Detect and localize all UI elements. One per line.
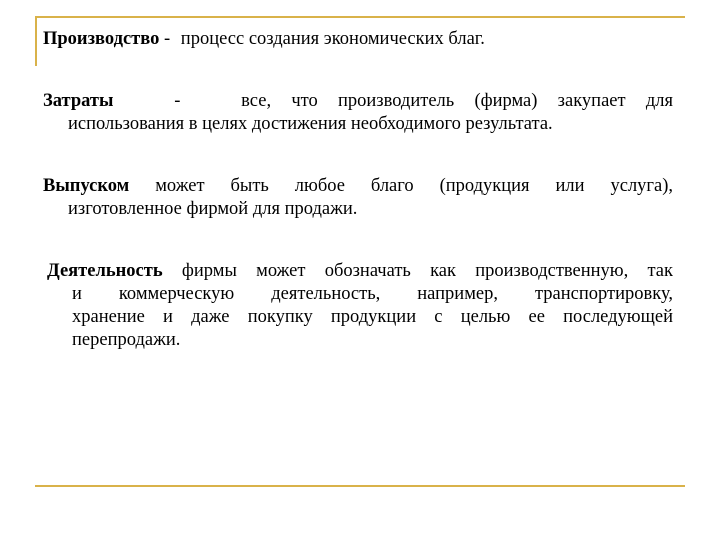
- definition-line: [43, 175, 673, 198]
- definition-production: [43, 28, 673, 51]
- frame-bottom-rule: [35, 485, 685, 487]
- definition-output: [43, 175, 673, 221]
- definition-text: может быть любое благо (продукция или услуга),: [155, 176, 674, 196]
- definition-line: перепродажи.: [72, 330, 181, 350]
- definition-text: фирмы может обозначать как производственную, так: [181, 261, 673, 281]
- definition-costs: [43, 90, 673, 136]
- definition-line: использования в целях достижения необходимого результата.: [68, 114, 553, 134]
- definition-term: Производство: [43, 29, 160, 49]
- definition-line: изготовленное фирмой для продажи.: [68, 199, 358, 219]
- definition-line: [43, 28, 673, 51]
- frame-top-rule: [35, 16, 685, 18]
- definition-term: Выпуском: [43, 176, 130, 196]
- definition-term: Деятельность: [47, 261, 163, 281]
- definition-line: [47, 260, 673, 283]
- definition-term: Затраты: [43, 91, 114, 111]
- definition-text: процесс создания экономических благ.: [180, 29, 485, 49]
- definition-separator: -: [159, 29, 175, 49]
- definition-line: Затраты - все, что производитель (фирма) закупает для: [43, 91, 673, 111]
- definition-activity: [47, 260, 673, 352]
- definition-line: хранение и даже покупку продукции с целью ее последующей: [72, 307, 673, 327]
- frame-left-rule: [35, 16, 37, 66]
- definition-text: все, что производитель (фирма) закупает для: [241, 91, 673, 111]
- definition-line: и коммерческую деятельность, например, транспортировку,: [72, 284, 673, 304]
